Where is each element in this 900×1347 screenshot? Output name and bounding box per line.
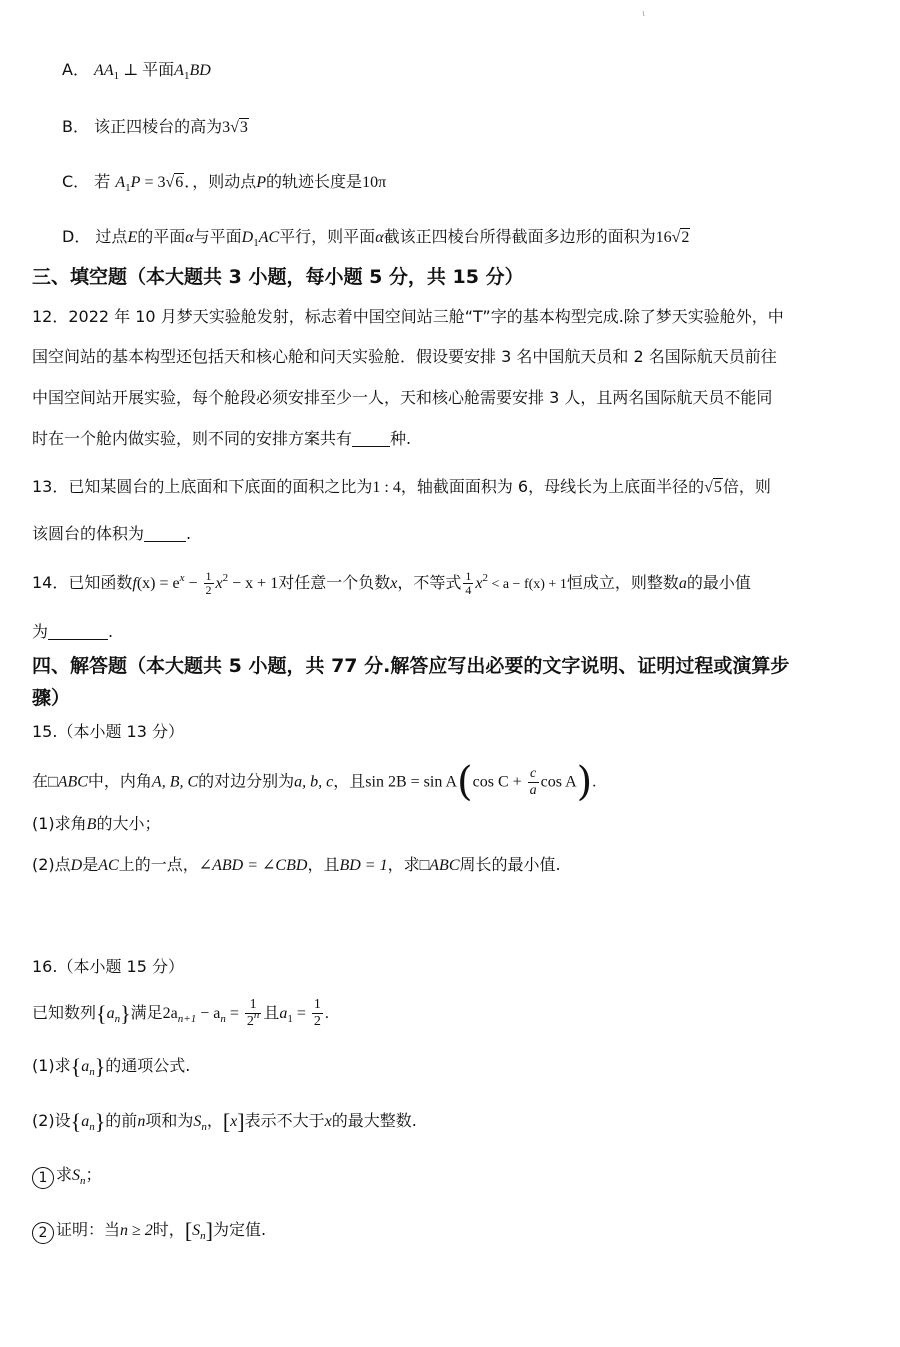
answer-blank[interactable] — [352, 430, 390, 447]
math-x: x — [390, 575, 398, 592]
math-aa: AA — [94, 62, 114, 79]
option-label: C． — [62, 172, 90, 191]
question-text: 上的一点， — [118, 855, 199, 874]
answer-blank[interactable] — [144, 525, 186, 542]
question-text: (1)求角 — [32, 814, 87, 833]
subscript: n — [201, 1121, 207, 1133]
left-brace: { — [96, 1001, 107, 1026]
denominator: 4 — [465, 583, 472, 597]
numerator: 1 — [249, 997, 257, 1012]
q14-line1 — [32, 570, 751, 597]
math-n: n — [137, 1113, 146, 1130]
math-angle-eq: ∠ABD = ∠CBD — [198, 857, 308, 874]
left-brace: { — [70, 1054, 82, 1079]
q12-line2: 国空间站的基本构型还包括天和核心舱和问天实验舱．假设要安排 3 名中国航天员和 2 名国际航天员前往 — [32, 347, 777, 366]
question-text: ，且 — [307, 855, 340, 874]
math-a: A — [174, 62, 184, 79]
question-text: ； — [85, 1165, 102, 1184]
question-text: 是 — [82, 855, 99, 874]
q12-line4 — [32, 427, 411, 451]
math-x: x — [230, 1113, 238, 1130]
fraction-quarter — [463, 570, 473, 597]
exponent: 2 — [222, 572, 229, 584]
math-expr: cos A — [540, 773, 577, 791]
q16-subpart2 — [32, 1218, 266, 1244]
subscript: 1 — [125, 182, 131, 194]
math-a: a — [81, 1113, 90, 1130]
subscript: n — [80, 1175, 86, 1187]
q15-part1 — [32, 812, 160, 837]
question-text: ， — [206, 1111, 223, 1130]
q16-statement: 已知数列$\{a_n\}$满足$2a_{n+1} - a_n$ = $\frac{1}{2^n}$ 且$a_1$ = $\frac{1}{2}$ . — [32, 997, 329, 1029]
math-a: A — [115, 174, 126, 191]
math-alpha: α — [375, 229, 384, 246]
q15-statement — [32, 759, 597, 805]
math-abc: ABC — [57, 773, 88, 791]
right-brace: } — [120, 1001, 131, 1026]
option-label: A． — [62, 60, 89, 79]
option-b — [62, 115, 249, 140]
q16-title: 16.（本小题 15 分） — [32, 957, 184, 976]
option-text: 与平面 — [193, 227, 242, 246]
math-a: a — [81, 1058, 90, 1075]
question-text: 对任意一个负数 — [278, 573, 391, 592]
question-text: 13．已知某圆台的上底面和下底面的面积之比为 — [32, 477, 373, 496]
triangle-symbol: □ — [419, 857, 430, 874]
section-heading-fill-blank: 三、填空题（本大题共 3 小题，每小题 5 分，共 15 分） — [32, 266, 524, 288]
subscript: n — [200, 1230, 206, 1242]
math-abc: ABC — [429, 857, 460, 874]
question-text: 时在一个舱内做实验，则不同的安排方案共有 — [32, 429, 353, 448]
question-text: 14．已知函数 — [32, 573, 133, 592]
subscript: n — [220, 1013, 226, 1025]
option-text: 的轨迹长度是 — [266, 172, 363, 191]
math-expr: − x + 1 — [228, 575, 279, 592]
option-text: ．，则动点 — [184, 172, 257, 191]
question-text: 表示不大于 — [244, 1111, 325, 1130]
section-heading-solutions-cont: 骤） — [32, 687, 71, 709]
question-text: (2)设 — [32, 1111, 71, 1130]
radicand: 3 — [239, 119, 248, 136]
question-text: 时， — [152, 1220, 185, 1239]
question-text: 的通项公式. — [105, 1056, 191, 1075]
question-text: 且 — [263, 1003, 280, 1022]
numerator: 1 — [205, 569, 212, 583]
math-expr: (x) = e — [136, 575, 180, 592]
question-text: 项和为 — [145, 1111, 194, 1130]
question-text: 满足 — [130, 1003, 163, 1022]
q16-part1 — [32, 1054, 190, 1079]
math-s: S — [193, 1113, 202, 1130]
right-brace: } — [94, 1054, 106, 1079]
numerator: 1 — [313, 997, 321, 1012]
question-text: 该圆台的体积为 — [32, 524, 145, 543]
q12-line3: 中国空间站开展实验，每个舱段必须安排至少一人，天和核心舱需要安排 3 人，且两名国际航天员不能同 — [32, 388, 773, 407]
q13-line2 — [32, 522, 191, 546]
math-value: 10π — [362, 174, 387, 191]
subscript: 1 — [253, 237, 259, 249]
question-text: ，求 — [387, 855, 420, 874]
math-a: a — [678, 575, 687, 592]
question-text: 的最小值 — [686, 573, 751, 592]
section-heading-solutions: 四、解答题（本大题共 5 小题，共 77 分.解答应写出必要的文字说明、证明过程或演算步 — [32, 655, 790, 677]
math-ac: AC — [258, 229, 280, 246]
question-text: 求 — [56, 1165, 73, 1184]
subscript: n — [89, 1066, 95, 1078]
sqrt-sign: √ — [165, 174, 175, 191]
math-a: a — [106, 1005, 115, 1022]
question-text: 种. — [390, 429, 412, 448]
question-text: 证明：当 — [56, 1220, 121, 1239]
q12-line1: 12．2022 年 10 月梦天实验舱发射，标志着中国空间站三舱“T”字的基本构型完成.除了梦天实验舱外，中 — [32, 307, 784, 326]
math-expr: − a — [196, 1005, 221, 1022]
left-paren: ( — [457, 759, 473, 805]
math-condition: n ≥ 2 — [120, 1222, 153, 1239]
question-text: ，且 — [333, 771, 366, 791]
answer-blank[interactable] — [48, 623, 108, 640]
left-bracket: [ — [222, 1109, 231, 1134]
subscript: 1 — [113, 70, 120, 82]
question-text: 为 — [32, 622, 49, 641]
math-a: a — [279, 1005, 288, 1022]
option-label: B． — [62, 117, 89, 136]
option-text: 平面 — [142, 60, 175, 79]
denominator: a — [529, 782, 537, 798]
question-text: . — [186, 524, 192, 543]
math-coef: 3 — [222, 119, 231, 136]
option-c — [62, 170, 386, 195]
math-ratio: 1 : 4 — [372, 479, 401, 496]
math-x: x — [324, 1113, 332, 1130]
option-text: 截该正四棱台所得截面多边形的面积为 — [383, 227, 656, 246]
fraction-half — [204, 570, 214, 597]
fraction-half — [312, 997, 323, 1030]
fraction-c-over-a — [528, 766, 539, 799]
math-d: D — [241, 229, 254, 246]
math-expr: cos C + — [472, 773, 526, 791]
math-expr: 2a — [162, 1005, 178, 1022]
question-text: 的大小； — [96, 814, 161, 833]
denominator: 2 — [313, 1014, 321, 1029]
q16-subpart1 — [32, 1163, 102, 1189]
math-ac: AC — [98, 857, 119, 874]
question-text: 的前 — [105, 1111, 138, 1130]
left-bracket: [ — [184, 1218, 193, 1243]
right-bracket: ] — [205, 1218, 213, 1243]
option-label: D． — [62, 227, 91, 246]
radicand: 5 — [713, 479, 722, 496]
math-x: x — [215, 575, 223, 592]
q13-line1 — [32, 475, 771, 500]
exponent: n — [253, 1009, 260, 1021]
subscript: n+1 — [177, 1013, 197, 1025]
exponent: 2 — [482, 572, 488, 584]
right-paren: ) — [576, 759, 593, 805]
subscript: n — [89, 1121, 95, 1133]
denominator — [245, 1009, 262, 1030]
period: . — [592, 773, 597, 791]
option-a — [62, 58, 211, 83]
denominator: 2 — [205, 583, 212, 597]
q15-part2 — [32, 853, 561, 878]
option-d — [62, 225, 690, 250]
math-s: S — [192, 1222, 201, 1239]
math-s: S — [72, 1167, 81, 1184]
math-sides: a, b, c — [294, 773, 334, 791]
perp-symbol: ⊥ — [119, 62, 143, 79]
option-text: 该正四棱台的高为 — [94, 117, 223, 136]
question-text: (1)求 — [32, 1056, 71, 1075]
math-f: f — [132, 575, 137, 592]
fraction-one-over-2n — [245, 997, 262, 1030]
q14-line2 — [32, 620, 113, 644]
numerator: c — [530, 765, 537, 781]
question-text: 中，内角 — [87, 771, 152, 791]
question-text: 恒成立，则整数 — [566, 573, 679, 592]
question-text: ，轴截面面积为 6，母线长为上底面半径的 — [400, 477, 705, 496]
math-coef: 16 — [655, 229, 672, 246]
math-bd: BD — [189, 62, 211, 79]
left-brace: { — [70, 1109, 82, 1134]
circled-number-2: 2 — [32, 1222, 54, 1244]
right-brace: } — [94, 1109, 106, 1134]
question-text: 倍，则 — [722, 477, 771, 496]
right-bracket: ] — [237, 1109, 245, 1134]
sqrt-sign: √ — [230, 119, 239, 136]
question-text: 的对边分别为 — [198, 771, 295, 791]
question-text: 在 — [32, 771, 49, 791]
denominator-base: 2 — [246, 1014, 254, 1029]
option-text: 若 — [94, 172, 116, 191]
triangle-symbol: □ — [48, 773, 58, 791]
question-text: 的最大整数. — [331, 1111, 417, 1130]
option-text: 过点 — [95, 227, 128, 246]
math-b: B — [86, 816, 97, 833]
math-equation: sin 2B = sin A — [365, 773, 457, 791]
radicand: 2 — [681, 229, 690, 246]
math-e: E — [127, 229, 138, 246]
subscript: 1 — [287, 1013, 293, 1025]
question-text: ，不等式 — [397, 573, 462, 592]
math-p: P — [130, 174, 141, 191]
question-text: . — [108, 622, 114, 641]
exponent: x — [179, 572, 185, 584]
math-angles: A, B, C — [151, 773, 199, 791]
question-text: (2)点 — [32, 855, 71, 874]
sqrt-sign: √ — [671, 229, 681, 246]
math-inequality: < a − f(x) + 1 — [487, 577, 567, 592]
subscript: 1 — [183, 70, 190, 82]
numerator: 1 — [465, 569, 472, 583]
math-bd-eq: BD = 1 — [339, 857, 388, 874]
question-text: 为定值. — [212, 1220, 267, 1239]
option-text: 的平面 — [137, 227, 186, 246]
radicand: 6 — [175, 174, 184, 191]
sqrt-sign: √ — [704, 479, 713, 496]
math-op: − — [184, 575, 202, 592]
math-p: P — [256, 174, 267, 191]
period: . — [324, 1005, 329, 1022]
math-eq: = 3 — [140, 174, 166, 191]
option-text: 平行，则平面 — [279, 227, 376, 246]
question-text: 周长的最小值. — [459, 855, 561, 874]
math-alpha: α — [185, 229, 194, 246]
scan-mark: ι — [642, 9, 646, 18]
question-text: 已知数列 — [32, 1003, 97, 1022]
q15-title: 15.（本小题 13 分） — [32, 722, 184, 741]
circled-number-1: 1 — [32, 1167, 54, 1189]
subscript: n — [114, 1013, 121, 1025]
math-d: D — [70, 857, 83, 874]
math-x: x — [475, 575, 483, 592]
q16-part2 — [32, 1109, 417, 1134]
